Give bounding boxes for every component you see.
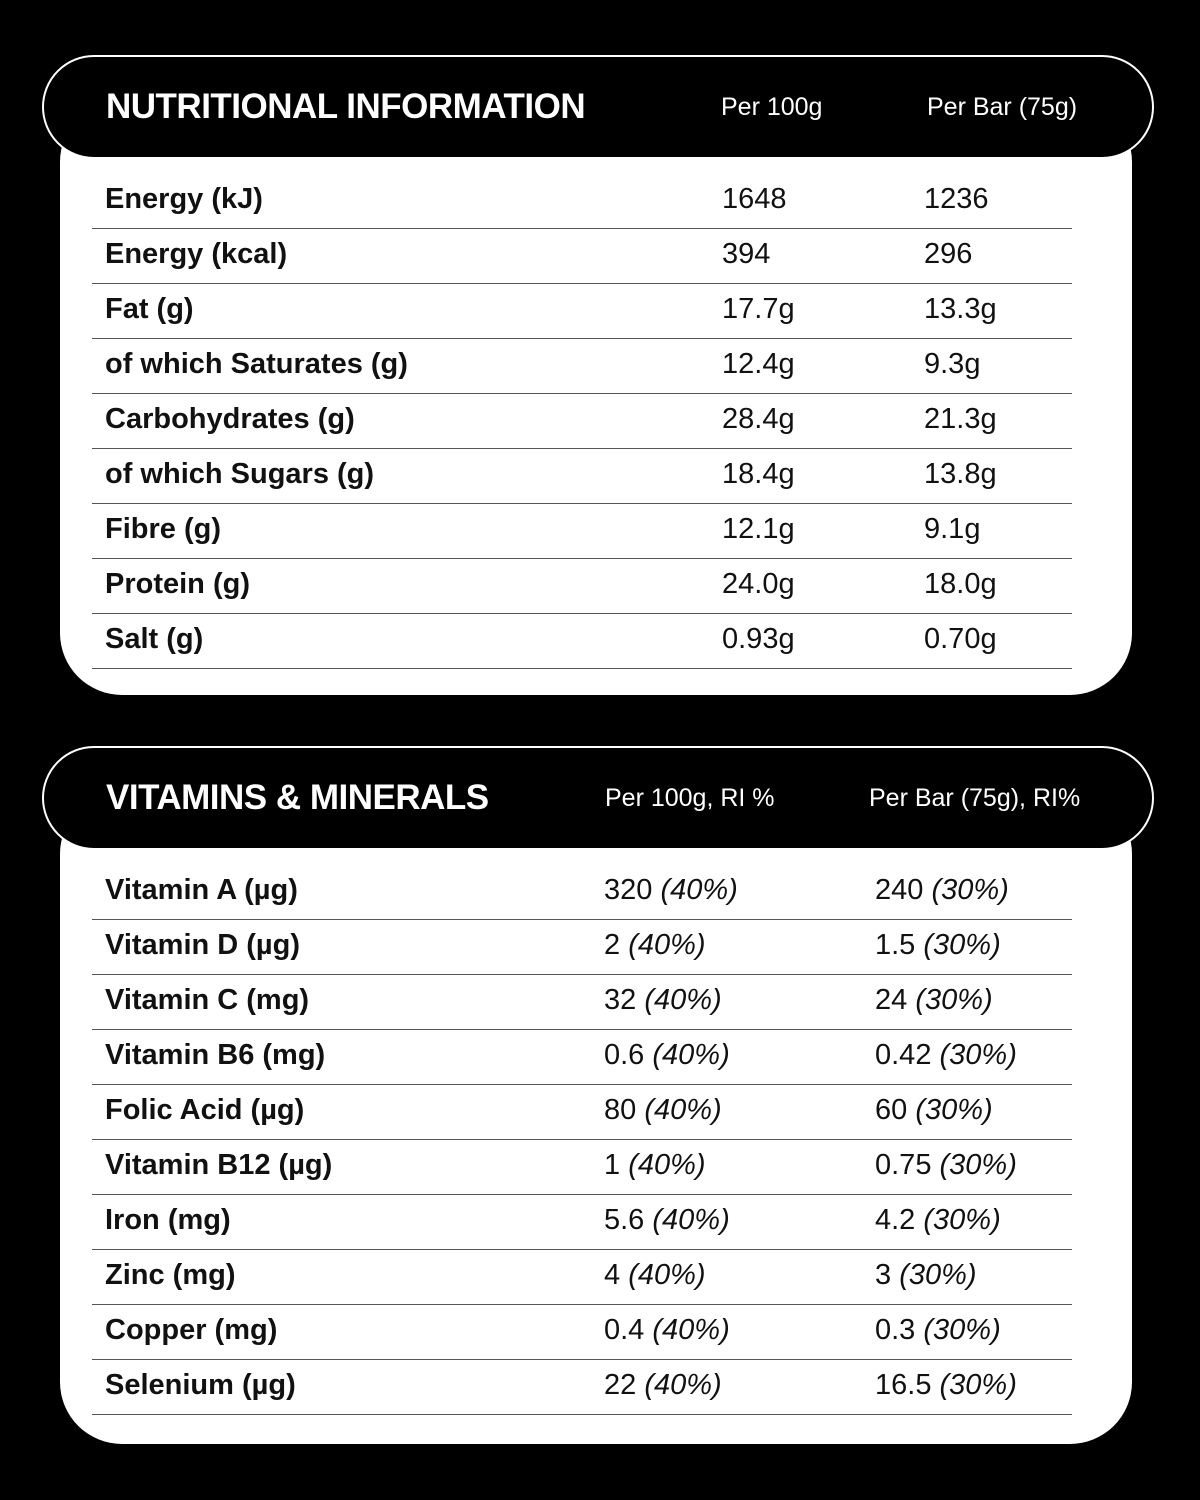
perbar-value: 13.8g bbox=[924, 458, 997, 490]
vitamins-header bbox=[42, 746, 1154, 850]
per100g-cell bbox=[604, 1305, 730, 1355]
perbar-ri: (30%) bbox=[939, 1369, 1017, 1401]
per100g-value: 320 bbox=[604, 874, 653, 906]
nutrition-row bbox=[92, 504, 1072, 559]
perbar-value: 1.5 bbox=[875, 929, 916, 961]
per100g-value: 18.4g bbox=[722, 458, 795, 490]
perbar-cell bbox=[875, 975, 993, 1025]
perbar-value: 1236 bbox=[924, 183, 989, 215]
perbar-value: 0.3 bbox=[875, 1314, 916, 1346]
nutrient-label: Fibre (g) bbox=[105, 513, 221, 545]
vitamins-col-perbar: Per Bar (75g), RI% bbox=[869, 784, 1081, 812]
per100g-ri: (40%) bbox=[644, 1094, 722, 1126]
nutrition-row bbox=[92, 339, 1072, 394]
nutrition-title: NUTRITIONAL INFORMATION bbox=[106, 87, 586, 126]
perbar-value: 296 bbox=[924, 238, 973, 270]
perbar-ri: (30%) bbox=[939, 1039, 1017, 1071]
nutrition-row bbox=[92, 174, 1072, 229]
per100g-value: 0.6 bbox=[604, 1039, 645, 1071]
per100g-ri: (40%) bbox=[628, 1149, 706, 1181]
per100g-value: 4 bbox=[604, 1259, 621, 1291]
perbar-ri: (30%) bbox=[915, 1094, 993, 1126]
perbar-cell bbox=[875, 920, 1001, 970]
per100g-ri: (40%) bbox=[628, 1259, 706, 1291]
nutrient-label: Energy (kJ) bbox=[105, 183, 263, 215]
perbar-cell bbox=[875, 865, 1009, 915]
per100g-value: 2 bbox=[604, 929, 621, 961]
vitamin-label: Vitamin B12 (µg) bbox=[105, 1149, 333, 1181]
perbar-ri: (30%) bbox=[931, 874, 1009, 906]
vitamins-col-per100g: Per 100g, RI % bbox=[605, 784, 775, 812]
per100g-cell bbox=[604, 1140, 706, 1190]
vitamin-label: Folic Acid (µg) bbox=[105, 1094, 305, 1126]
vitamin-row bbox=[92, 1085, 1072, 1140]
vitamins-title: VITAMINS & MINERALS bbox=[106, 778, 489, 817]
per100g-cell bbox=[604, 920, 706, 970]
vitamin-row bbox=[92, 975, 1072, 1030]
perbar-ri: (30%) bbox=[923, 1314, 1001, 1346]
per100g-cell bbox=[604, 1085, 722, 1135]
nutrition-row bbox=[92, 284, 1072, 339]
per100g-cell bbox=[604, 1360, 722, 1410]
perbar-value: 0.70g bbox=[924, 623, 997, 655]
perbar-cell bbox=[875, 1140, 1017, 1190]
per100g-ri: (40%) bbox=[660, 874, 738, 906]
per100g-value: 1 bbox=[604, 1149, 621, 1181]
per100g-cell bbox=[604, 865, 738, 915]
vitamin-row bbox=[92, 865, 1072, 920]
nutrient-label: Energy (kcal) bbox=[105, 238, 288, 270]
nutrient-label: Carbohydrates (g) bbox=[105, 403, 355, 435]
per100g-value: 1648 bbox=[722, 183, 787, 215]
vitamin-label: Iron (mg) bbox=[105, 1204, 231, 1236]
per100g-value: 22 bbox=[604, 1369, 637, 1401]
perbar-value: 4.2 bbox=[875, 1204, 916, 1236]
perbar-cell bbox=[875, 1305, 1001, 1355]
per100g-cell bbox=[604, 975, 722, 1025]
vitamin-label: Vitamin B6 (mg) bbox=[105, 1039, 326, 1071]
vitamin-row bbox=[92, 1195, 1072, 1250]
nutrition-row bbox=[92, 559, 1072, 614]
per100g-ri: (40%) bbox=[628, 929, 706, 961]
nutrient-label: of which Sugars (g) bbox=[105, 458, 375, 490]
per100g-ri: (40%) bbox=[652, 1039, 730, 1071]
perbar-value: 21.3g bbox=[924, 403, 997, 435]
nutrition-col-perbar: Per Bar (75g) bbox=[927, 93, 1078, 121]
per100g-value: 0.93g bbox=[722, 623, 795, 655]
perbar-cell bbox=[875, 1250, 977, 1300]
vitamin-row bbox=[92, 1250, 1072, 1305]
per100g-ri: (40%) bbox=[644, 984, 722, 1016]
perbar-value: 3 bbox=[875, 1259, 892, 1291]
vitamin-label: Copper (mg) bbox=[105, 1314, 278, 1346]
vitamin-row bbox=[92, 1360, 1072, 1415]
perbar-ri: (30%) bbox=[923, 929, 1001, 961]
per100g-value: 28.4g bbox=[722, 403, 795, 435]
perbar-value: 0.75 bbox=[875, 1149, 932, 1181]
per100g-value: 32 bbox=[604, 984, 637, 1016]
nutrient-label: Fat (g) bbox=[105, 293, 194, 325]
perbar-ri: (30%) bbox=[939, 1149, 1017, 1181]
nutrient-label: Protein (g) bbox=[105, 568, 250, 600]
per100g-value: 5.6 bbox=[604, 1204, 645, 1236]
perbar-ri: (30%) bbox=[923, 1204, 1001, 1236]
nutrition-row bbox=[92, 449, 1072, 504]
nutrient-label: of which Saturates (g) bbox=[105, 348, 408, 380]
per100g-value: 24.0g bbox=[722, 568, 795, 600]
nutrition-row bbox=[92, 614, 1072, 669]
per100g-ri: (40%) bbox=[652, 1204, 730, 1236]
vitamin-row bbox=[92, 1030, 1072, 1085]
perbar-cell bbox=[875, 1085, 993, 1135]
vitamin-row bbox=[92, 920, 1072, 975]
vitamin-label: Vitamin A (µg) bbox=[105, 874, 298, 906]
perbar-cell bbox=[875, 1195, 1001, 1245]
vitamin-label: Selenium (µg) bbox=[105, 1369, 296, 1401]
per100g-value: 0.4 bbox=[604, 1314, 645, 1346]
perbar-value: 13.3g bbox=[924, 293, 997, 325]
per100g-value: 12.1g bbox=[722, 513, 795, 545]
per100g-value: 12.4g bbox=[722, 348, 795, 380]
perbar-cell bbox=[875, 1030, 1017, 1080]
nutrition-row bbox=[92, 394, 1072, 449]
perbar-value: 9.1g bbox=[924, 513, 981, 545]
perbar-value: 240 bbox=[875, 874, 924, 906]
per100g-value: 80 bbox=[604, 1094, 637, 1126]
nutrition-row bbox=[92, 229, 1072, 284]
perbar-value: 9.3g bbox=[924, 348, 981, 380]
per100g-ri: (40%) bbox=[644, 1369, 722, 1401]
per100g-cell bbox=[604, 1030, 730, 1080]
perbar-ri: (30%) bbox=[915, 984, 993, 1016]
perbar-value: 60 bbox=[875, 1094, 908, 1126]
perbar-value: 24 bbox=[875, 984, 908, 1016]
per100g-value: 394 bbox=[722, 238, 771, 270]
per100g-cell bbox=[604, 1250, 706, 1300]
vitamin-row bbox=[92, 1140, 1072, 1195]
vitamin-label: Vitamin C (mg) bbox=[105, 984, 310, 1016]
per100g-value: 17.7g bbox=[722, 293, 795, 325]
vitamin-label: Vitamin D (µg) bbox=[105, 929, 301, 961]
vitamin-row bbox=[92, 1305, 1072, 1360]
perbar-value: 0.42 bbox=[875, 1039, 932, 1071]
per100g-cell bbox=[604, 1195, 730, 1245]
nutrition-header bbox=[42, 55, 1154, 159]
nutrient-label: Salt (g) bbox=[105, 623, 204, 655]
perbar-cell bbox=[875, 1360, 1017, 1410]
perbar-ri: (30%) bbox=[899, 1259, 977, 1291]
nutrition-col-per100g: Per 100g bbox=[721, 93, 823, 121]
per100g-ri: (40%) bbox=[652, 1314, 730, 1346]
perbar-value: 16.5 bbox=[875, 1369, 932, 1401]
vitamin-label: Zinc (mg) bbox=[105, 1259, 236, 1291]
perbar-value: 18.0g bbox=[924, 568, 997, 600]
